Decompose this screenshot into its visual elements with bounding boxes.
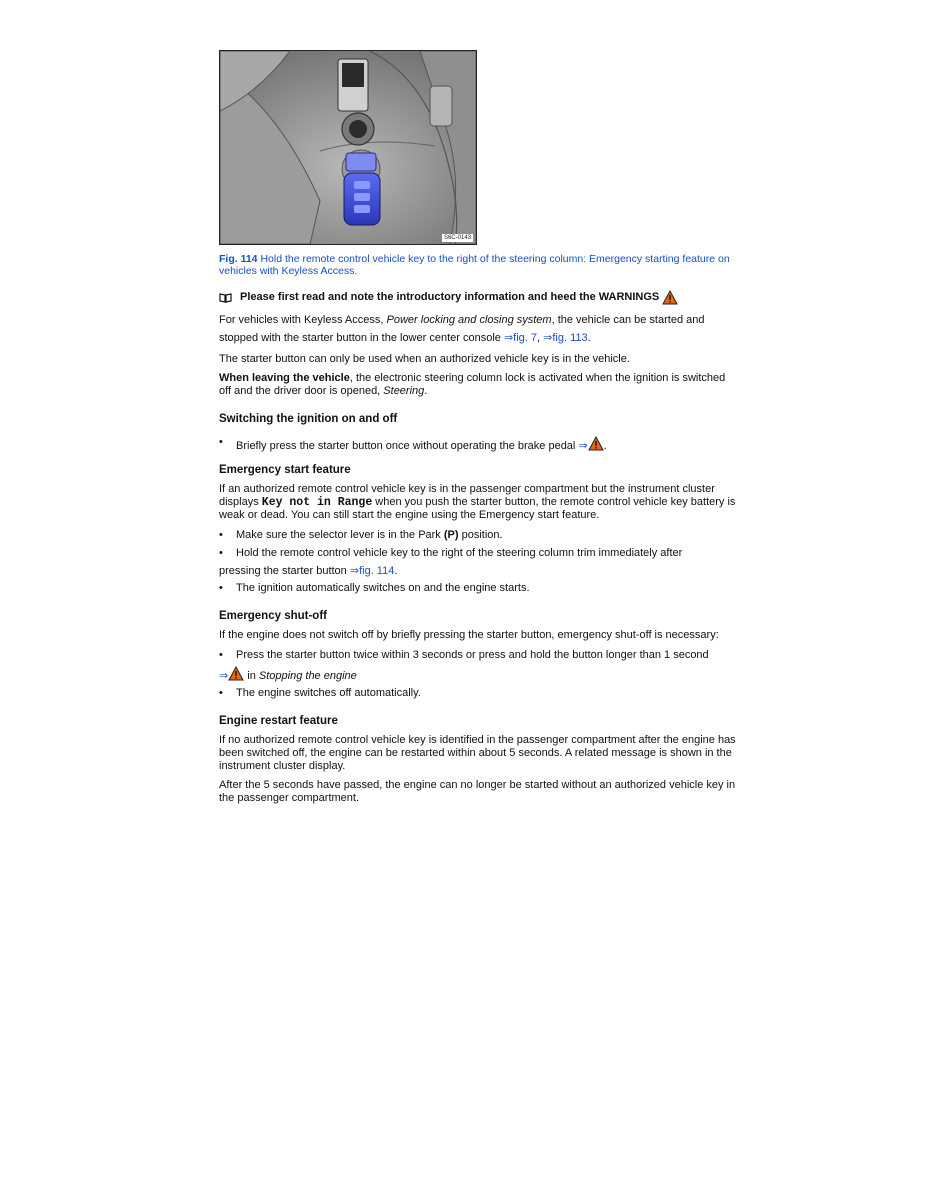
text: pressing the starter button <box>219 565 350 577</box>
arrow-symbol: ⇒ <box>349 565 360 577</box>
intro-note <box>219 290 739 305</box>
paragraph-after-5-seconds: After the 5 seconds have passed, the engine can no longer be started without an authorized vehicle key in the passenger compartment. <box>219 779 736 804</box>
text: Make sure the selector lever is in the Park <box>236 529 444 541</box>
paragraph-leaving-vehicle <box>219 372 739 398</box>
park-position: (P) <box>443 529 459 541</box>
list-item <box>219 529 739 542</box>
figure-code: S6C-0143 <box>443 235 471 241</box>
link-fig-113[interactable]: fig. 113 <box>552 332 588 344</box>
caption-text: Hold the remote control vehicle key to the right of the steering column: Emergency starting feature on vehicles with Keyless Access. <box>219 253 730 277</box>
list-item <box>219 547 739 560</box>
arrow-symbol: ⇒ <box>219 670 229 682</box>
link-fig-7[interactable]: fig. 7 <box>513 332 538 344</box>
list-item: • Press the starter button twice within 3 seconds or press and hold the button longer than 1 second <box>219 649 739 662</box>
arrow-symbol: ⇒ <box>503 332 514 344</box>
reference-power-locking: Power locking and closing system <box>386 314 552 326</box>
heading-engine-restart: Engine restart feature <box>219 715 338 727</box>
text: , the electronic steering column lock is activated when the ignition is switched off and the driver door is opened, <box>219 372 726 397</box>
bold-lead: When leaving the vehicle <box>219 372 350 384</box>
text: when you push the starter button, the remote control vehicle key battery is weak or dead. You can still start the engine using the Emergency start feature. <box>219 496 736 521</box>
text: . <box>587 332 591 344</box>
list-item: • The ignition automatically switches on and the engine starts. <box>219 582 739 595</box>
list-item: • The engine switches off automatically. <box>219 687 739 700</box>
link-fig-114[interactable]: fig. 114 <box>359 565 395 577</box>
text: , <box>537 332 544 344</box>
text: . <box>424 385 428 397</box>
text: position. <box>458 529 503 541</box>
text: Hold the remote control vehicle key to the right of the steering column trim immediately after <box>236 547 683 559</box>
text: For vehicles with Keyless Access, <box>219 314 387 326</box>
paragraph-engine-restart: If no authorized remote control vehicle key is identified in the passenger compartment after the engine has been switched off, the engine can be restarted within about 5 seconds. A related message is shown in the instrument cluster display. <box>219 734 736 772</box>
heading-emergency-shutoff: Emergency shut-off <box>219 610 327 622</box>
paragraph-starter-button: The starter button can only be used when an authorized vehicle key is in the vehicle. <box>219 353 630 365</box>
figure-caption <box>219 253 739 277</box>
text: in <box>244 670 259 682</box>
list-item-continuation <box>219 666 739 683</box>
paragraph-emergency-shutoff: If the engine does not switch off by briefly pressing the starter button, emergency shut-off is necessary: <box>219 629 719 641</box>
paragraph-emergency-start <box>219 483 739 522</box>
list-item-continuation <box>219 565 739 578</box>
arrow-symbol: ⇒ <box>578 440 588 452</box>
steering-column-illustration <box>220 51 476 244</box>
figure-steering-column <box>219 50 477 245</box>
intro-text: Please first read and note the introductory information and heed the WARNINGS <box>240 291 660 303</box>
manual-page <box>219 50 739 805</box>
warning-triangle-icon[interactable] <box>228 666 244 681</box>
text: If an authorized remote control vehicle key is in the passenger compartment but the instrument cluster displays <box>219 483 715 508</box>
warning-triangle-icon[interactable] <box>588 436 604 451</box>
reference-steering: Steering <box>383 385 425 397</box>
figure-label: Fig. 114 <box>219 253 258 265</box>
warning-triangle-icon <box>662 290 678 305</box>
paragraph-keyless-access <box>219 311 739 347</box>
heading-emergency-start: Emergency start feature <box>219 464 351 476</box>
reference-stopping-engine: Stopping the engine <box>258 670 357 682</box>
text: . <box>394 565 398 577</box>
heading-switching-ignition: Switching the ignition on and off <box>219 413 398 425</box>
text: . <box>603 440 607 452</box>
book-icon <box>219 293 232 303</box>
text: , the vehicle can be started and stopped with the starter button in the lower center console <box>219 314 705 344</box>
display-message: Key not in Range <box>261 496 373 509</box>
arrow-symbol: ⇒ <box>543 332 553 344</box>
list-item <box>219 436 739 453</box>
text: Briefly press the starter button once without operating the brake pedal <box>236 440 579 452</box>
